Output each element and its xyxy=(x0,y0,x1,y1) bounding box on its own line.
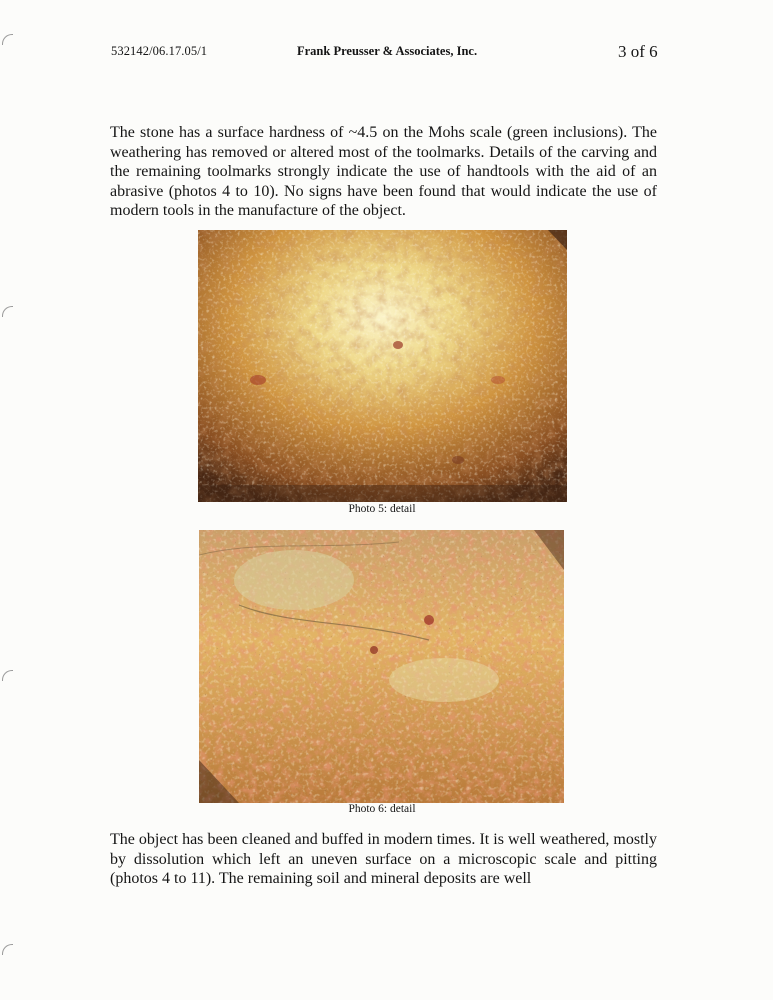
body-paragraph-1: The stone has a surface hardness of ~4.5 on the Mohs scale (green inclusions). The weathering has removed or altered most of the toolmarks. Details of the carving and the remaining toolmarks strongly indicate the use of handtools with the aid of an abrasive (photos 4 to 10). No signs have been found that would indicate the use of modern tools in the manufacture of the object. xyxy=(110,124,657,219)
scan-artifact xyxy=(2,670,13,681)
scan-artifact xyxy=(2,306,13,317)
document-id: 532142/06.17.05/1 xyxy=(111,44,208,58)
company-name: Frank Preusser & Associates, Inc. xyxy=(297,44,478,58)
photo-6-detail xyxy=(199,530,564,803)
photo-5-detail xyxy=(198,230,567,502)
photo-6-caption: Photo 6: detail xyxy=(348,803,416,815)
body-paragraph-2: The object has been cleaned and buffed in modern times. It is well weathered, mostly by dissolution which left an uneven surface on a microscopic scale and pitting (photos 4 to 11). The remaining soil and mineral deposits are well xyxy=(110,831,657,887)
photo-5-caption: Photo 5: detail xyxy=(348,503,416,515)
page-number: 3 of 6 xyxy=(618,42,658,61)
scan-artifact xyxy=(2,944,13,955)
scan-artifact xyxy=(2,34,13,45)
